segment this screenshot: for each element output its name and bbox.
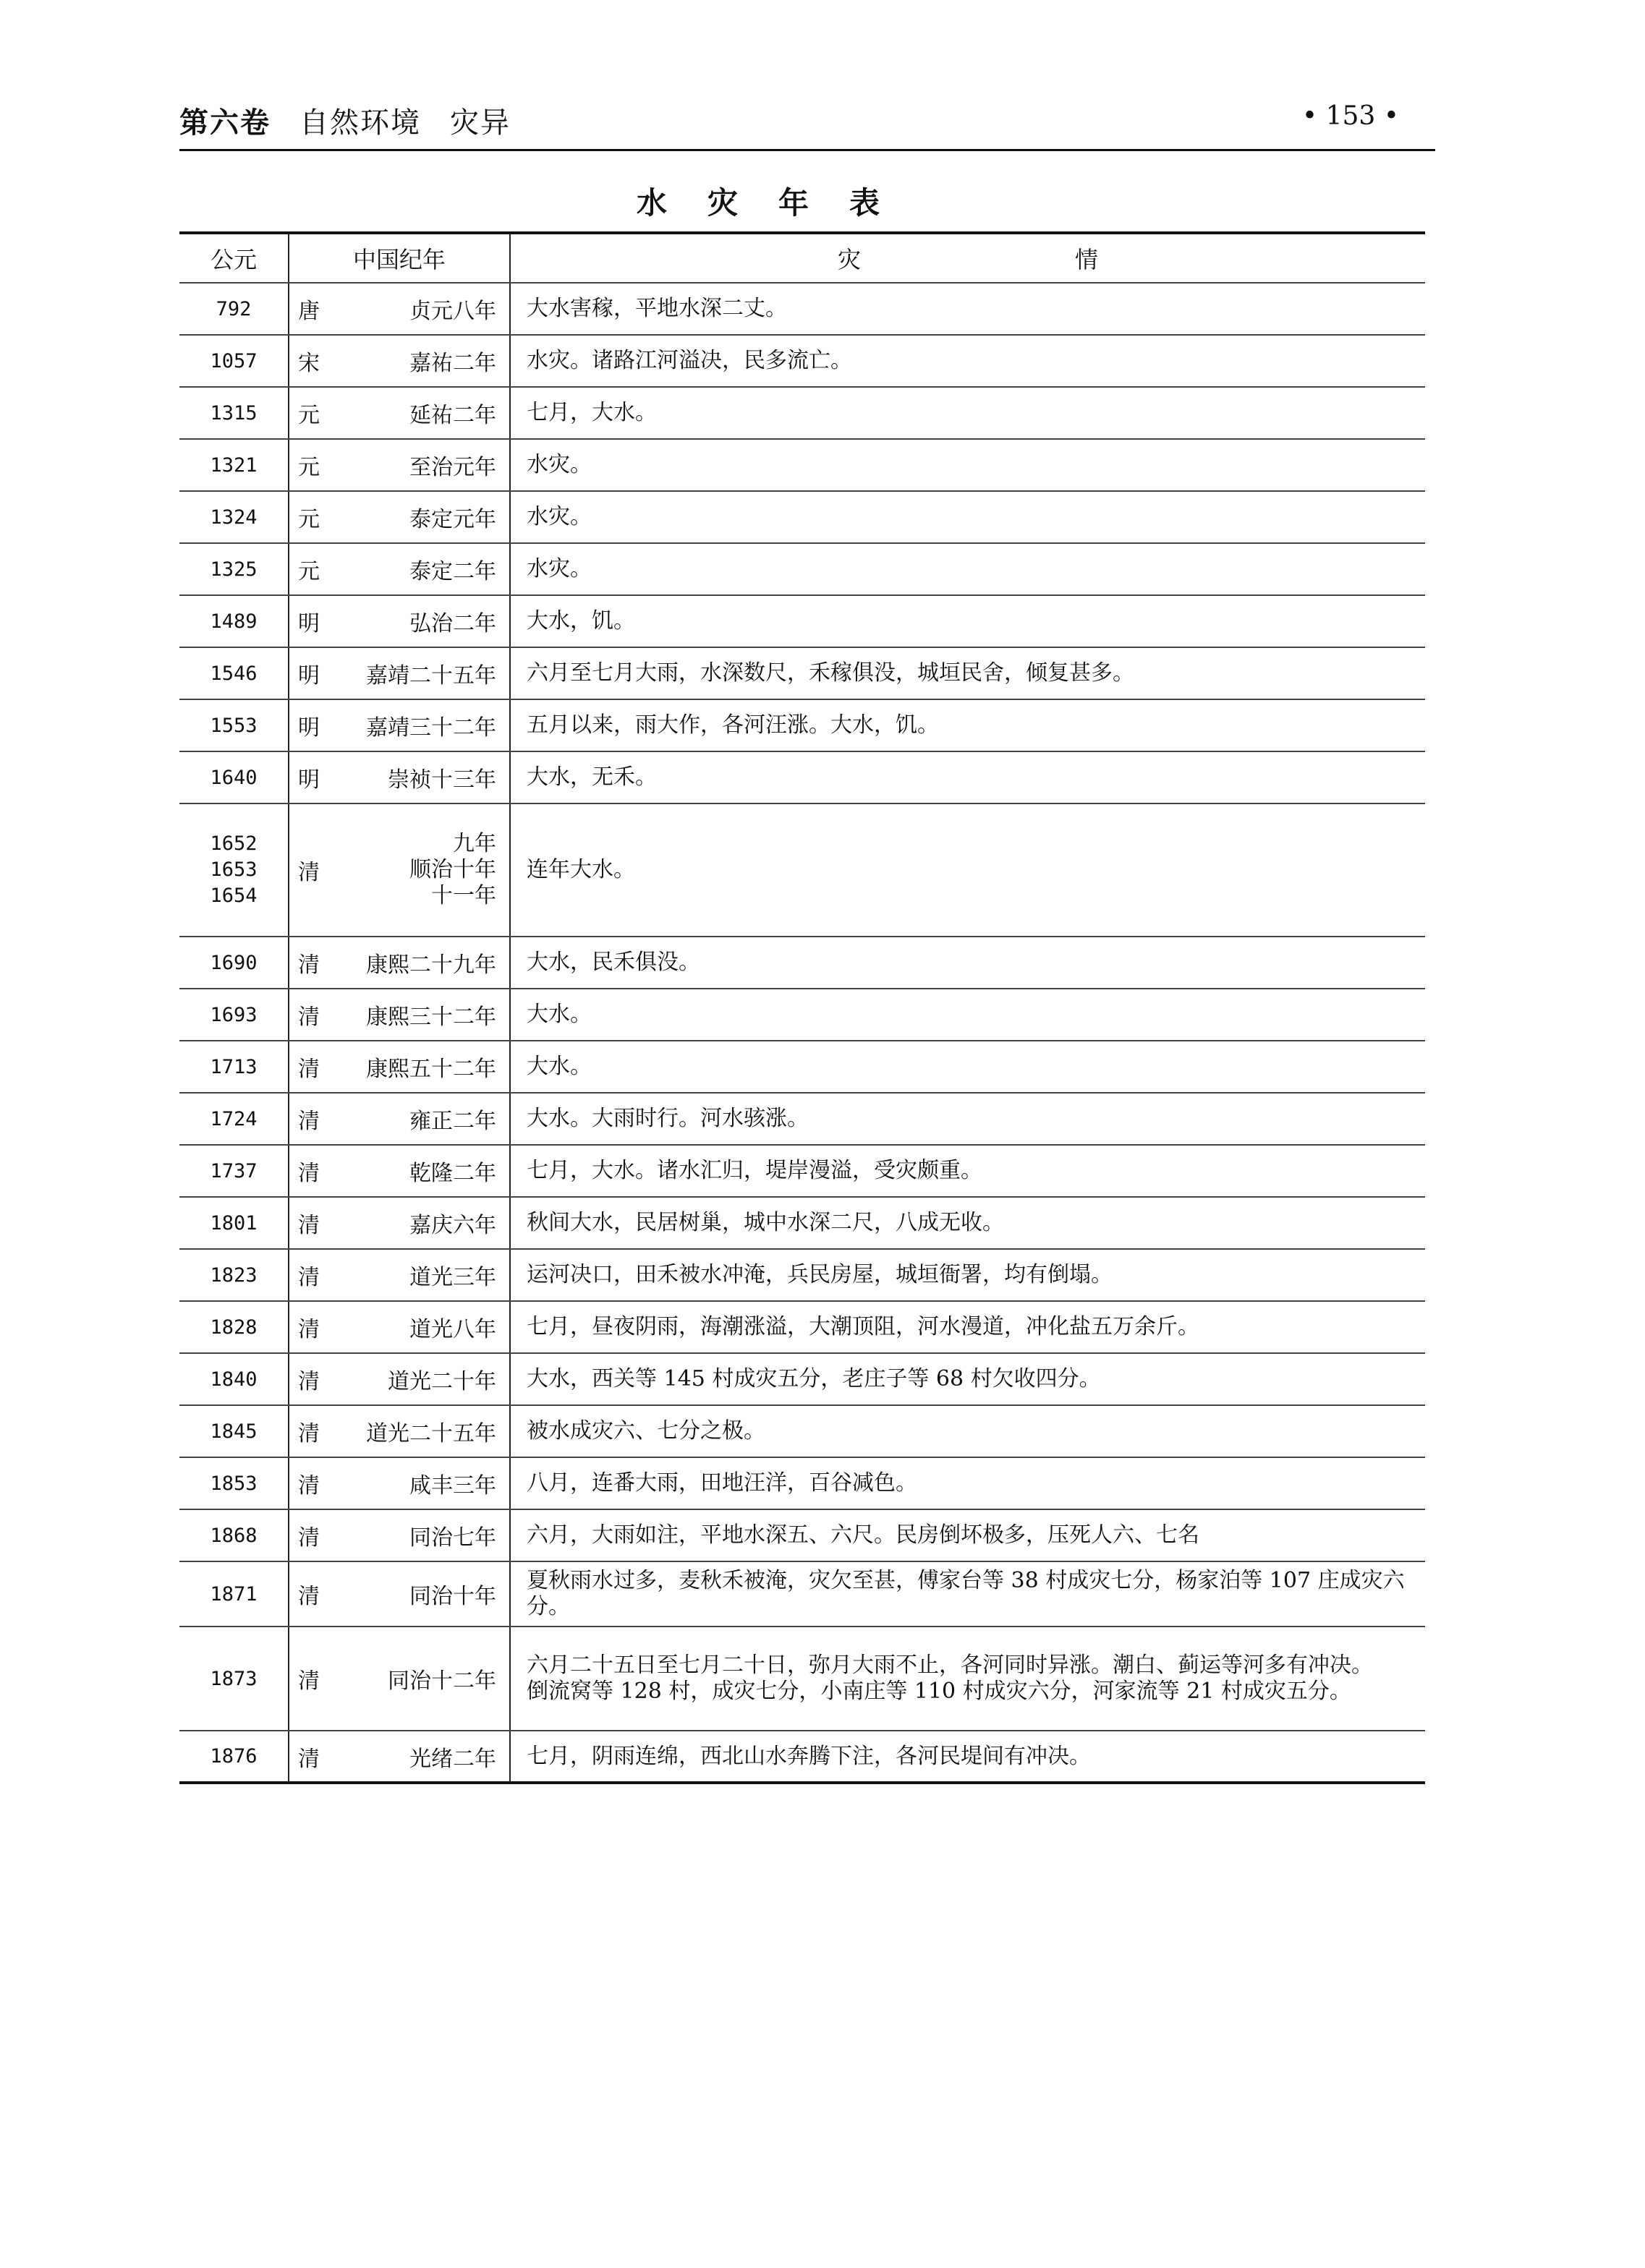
cell-era-line: 九年	[453, 831, 496, 856]
volume-label: 第六卷	[179, 106, 271, 140]
cell-dynasty: 宋	[289, 335, 343, 387]
cell-era: 泰定元年	[343, 491, 510, 543]
cell-dynasty: 清	[289, 1301, 343, 1353]
cell-desc: 夏秋雨水过多，麦秋禾被淹，灾欠至甚，傅家台等 38 村成灾七分，杨家泊等 107 庄成灾六分。	[510, 1561, 1425, 1627]
cell-era: 嘉祐二年	[343, 335, 510, 387]
table-row	[179, 491, 1425, 543]
cell-year: 1315	[179, 387, 289, 439]
table-row	[179, 1249, 1425, 1301]
cell-year: 1489	[179, 595, 289, 647]
cell-desc	[510, 1627, 1425, 1731]
cell-era: 贞元八年	[343, 283, 510, 335]
cell-dynasty: 清	[289, 1561, 343, 1627]
cell-year: 1840	[179, 1353, 289, 1405]
cell-dynasty: 清	[289, 1405, 343, 1457]
table-row	[179, 751, 1425, 803]
cell-year: 1871	[179, 1561, 289, 1627]
cell-dynasty: 清	[289, 1041, 343, 1093]
table-row	[179, 1301, 1425, 1353]
cell-era: 道光八年	[343, 1301, 510, 1353]
cell-dynasty: 元	[289, 439, 343, 491]
table-row	[179, 1405, 1425, 1457]
cell-year: 1845	[179, 1405, 289, 1457]
cell-year: 1324	[179, 491, 289, 543]
table-row	[179, 1197, 1425, 1249]
cell-era: 同治十年	[343, 1561, 510, 1627]
cell-desc: 大水。	[510, 989, 1425, 1041]
table-header-row	[179, 233, 1425, 283]
table-row	[179, 1145, 1425, 1197]
header-era: 中国纪年	[289, 233, 510, 283]
cell-year: 1321	[179, 439, 289, 491]
table-row	[179, 439, 1425, 491]
cell-year: 1828	[179, 1301, 289, 1353]
cell-era: 泰定二年	[343, 543, 510, 595]
cell-desc: 被水成灾六、七分之极。	[510, 1405, 1425, 1457]
cell-era: 同治十二年	[343, 1627, 510, 1731]
cell-era: 至治元年	[343, 439, 510, 491]
cell-year-line: 1654	[210, 884, 258, 907]
cell-year: 1693	[179, 989, 289, 1041]
cell-dynasty: 明	[289, 595, 343, 647]
cell-desc: 水灾。	[510, 491, 1425, 543]
cell-era: 同治七年	[343, 1509, 510, 1561]
cell-era: 延祐二年	[343, 387, 510, 439]
cell-desc-paragraph: 倒流窝等 128 村，成灾七分，小南庄等 110 村成灾六分，河家流等 21 村成灾五分。	[527, 1679, 1351, 1704]
cell-desc: 大水害稼，平地水深二丈。	[510, 283, 1425, 335]
cell-desc: 六月至七月大雨，水深数尺，禾稼俱没，城垣民舍，倾复甚多。	[510, 647, 1425, 699]
table-row	[179, 543, 1425, 595]
table-row	[179, 1041, 1425, 1093]
cell-desc: 大水。	[510, 1041, 1425, 1093]
cell-era: 嘉靖三十二年	[343, 699, 510, 751]
cell-desc: 七月，阴雨连绵，西北山水奔腾下注，各河民堤间有冲决。	[510, 1731, 1425, 1783]
page-number: • 153 •	[1301, 101, 1399, 131]
cell-era: 咸丰三年	[343, 1457, 510, 1509]
cell-era: 嘉靖二十五年	[343, 647, 510, 699]
cell-year: 1737	[179, 1145, 289, 1197]
cell-year: 1823	[179, 1249, 289, 1301]
cell-year	[179, 803, 289, 937]
table-row	[179, 1353, 1425, 1405]
table-row	[179, 335, 1425, 387]
cell-era: 康熙三十二年	[343, 989, 510, 1041]
cell-desc-paragraph: 六月二十五日至七月二十日，弥月大雨不止，各河同时异涨。潮白、蓟运等河多有冲决。	[527, 1653, 1373, 1678]
table-row	[179, 1457, 1425, 1509]
cell-era: 嘉庆六年	[343, 1197, 510, 1249]
cell-year: 1713	[179, 1041, 289, 1093]
table-row	[179, 387, 1425, 439]
section-heading	[179, 100, 511, 141]
cell-desc: 五月以来，雨大作，各河汪涨。大水，饥。	[510, 699, 1425, 751]
cell-dynasty: 清	[289, 989, 343, 1041]
header-year: 公元	[179, 233, 289, 283]
cell-year: 1853	[179, 1457, 289, 1509]
cell-desc: 七月，昼夜阴雨，海潮涨溢，大潮顶阻，河水漫道，冲化盐五万余斤。	[510, 1301, 1425, 1353]
cell-year: 1325	[179, 543, 289, 595]
cell-era: 康熙五十二年	[343, 1041, 510, 1093]
cell-year: 1553	[179, 699, 289, 751]
cell-desc: 水灾。	[510, 439, 1425, 491]
flood-table	[179, 231, 1425, 1784]
cell-era-line: 顺治十年	[409, 857, 496, 882]
cell-dynasty: 清	[289, 1093, 343, 1145]
cell-year: 1724	[179, 1093, 289, 1145]
header-desc	[510, 233, 1425, 283]
cell-desc: 大水，无禾。	[510, 751, 1425, 803]
cell-desc: 大水，饥。	[510, 595, 1425, 647]
table-row	[179, 803, 1425, 937]
cell-dynasty: 明	[289, 751, 343, 803]
header-rule	[179, 149, 1435, 151]
cell-desc: 大水。大雨时行。河水骇涨。	[510, 1093, 1425, 1145]
cell-era: 乾隆二年	[343, 1145, 510, 1197]
cell-dynasty: 唐	[289, 283, 343, 335]
cell-era: 康熙二十九年	[343, 937, 510, 989]
cell-year-line: 1652	[210, 832, 258, 855]
table-row	[179, 937, 1425, 989]
cell-era: 光绪二年	[343, 1731, 510, 1783]
cell-desc: 大水，民禾俱没。	[510, 937, 1425, 989]
table-row	[179, 1731, 1425, 1783]
table-row	[179, 647, 1425, 699]
cell-desc: 六月，大雨如注，平地水深五、六尺。民房倒坏极多，压死人六、七名	[510, 1509, 1425, 1561]
cell-desc: 八月，连番大雨，田地汪洋，百谷减色。	[510, 1457, 1425, 1509]
cell-dynasty: 元	[289, 491, 343, 543]
cell-era: 道光二十五年	[343, 1405, 510, 1457]
cell-year-line: 1653	[210, 858, 258, 881]
cell-era: 雍正二年	[343, 1093, 510, 1145]
table-row	[179, 1561, 1425, 1627]
cell-desc: 水灾。诸路江河溢决，民多流亡。	[510, 335, 1425, 387]
cell-era	[343, 803, 510, 937]
cell-dynasty: 清	[289, 1731, 343, 1783]
cell-dynasty: 清	[289, 1249, 343, 1301]
cell-year: 1640	[179, 751, 289, 803]
cell-desc: 运河决口，田禾被水冲淹，兵民房屋，城垣衙署，均有倒塌。	[510, 1249, 1425, 1301]
cell-year: 1868	[179, 1509, 289, 1561]
table-row	[179, 989, 1425, 1041]
subsection-label: 灾异	[450, 106, 511, 140]
cell-desc: 七月，大水。诸水汇归，堤岸漫溢，受灾颇重。	[510, 1145, 1425, 1197]
cell-dynasty: 清	[289, 1627, 343, 1731]
cell-year: 792	[179, 283, 289, 335]
cell-era: 道光三年	[343, 1249, 510, 1301]
cell-desc: 七月，大水。	[510, 387, 1425, 439]
cell-dynasty: 元	[289, 387, 343, 439]
cell-dynasty: 明	[289, 647, 343, 699]
cell-era: 崇祯十三年	[343, 751, 510, 803]
cell-dynasty: 清	[289, 1353, 343, 1405]
table-row	[179, 1093, 1425, 1145]
table-title: 水灾年表	[637, 185, 921, 221]
cell-desc: 连年大水。	[510, 803, 1425, 937]
cell-year: 1546	[179, 647, 289, 699]
cell-dynasty: 明	[289, 699, 343, 751]
cell-dynasty: 清	[289, 1509, 343, 1561]
table-row	[179, 595, 1425, 647]
table-row	[179, 1627, 1425, 1731]
cell-dynasty: 清	[289, 1457, 343, 1509]
header-desc-text: 灾情	[838, 246, 1098, 273]
cell-desc: 大水，西关等 145 村成灾五分，老庄子等 68 村欠收四分。	[510, 1353, 1425, 1405]
cell-era-line: 十一年	[431, 883, 496, 908]
table-row	[179, 699, 1425, 751]
table-row	[179, 1509, 1425, 1561]
cell-year: 1801	[179, 1197, 289, 1249]
cell-desc: 水灾。	[510, 543, 1425, 595]
cell-dynasty: 清	[289, 937, 343, 989]
cell-dynasty: 元	[289, 543, 343, 595]
cell-year: 1876	[179, 1731, 289, 1783]
cell-era: 弘治二年	[343, 595, 510, 647]
cell-era: 道光二十年	[343, 1353, 510, 1405]
cell-dynasty: 清	[289, 1197, 343, 1249]
cell-dynasty: 清	[289, 1145, 343, 1197]
cell-year: 1690	[179, 937, 289, 989]
cell-desc: 秋间大水，民居树巢，城中水深二尺，八成无收。	[510, 1197, 1425, 1249]
cell-year: 1057	[179, 335, 289, 387]
cell-dynasty: 清	[289, 803, 343, 937]
table-row	[179, 283, 1425, 335]
running-header	[179, 95, 1435, 140]
section-label: 自然环境	[299, 106, 421, 140]
cell-year: 1873	[179, 1627, 289, 1731]
